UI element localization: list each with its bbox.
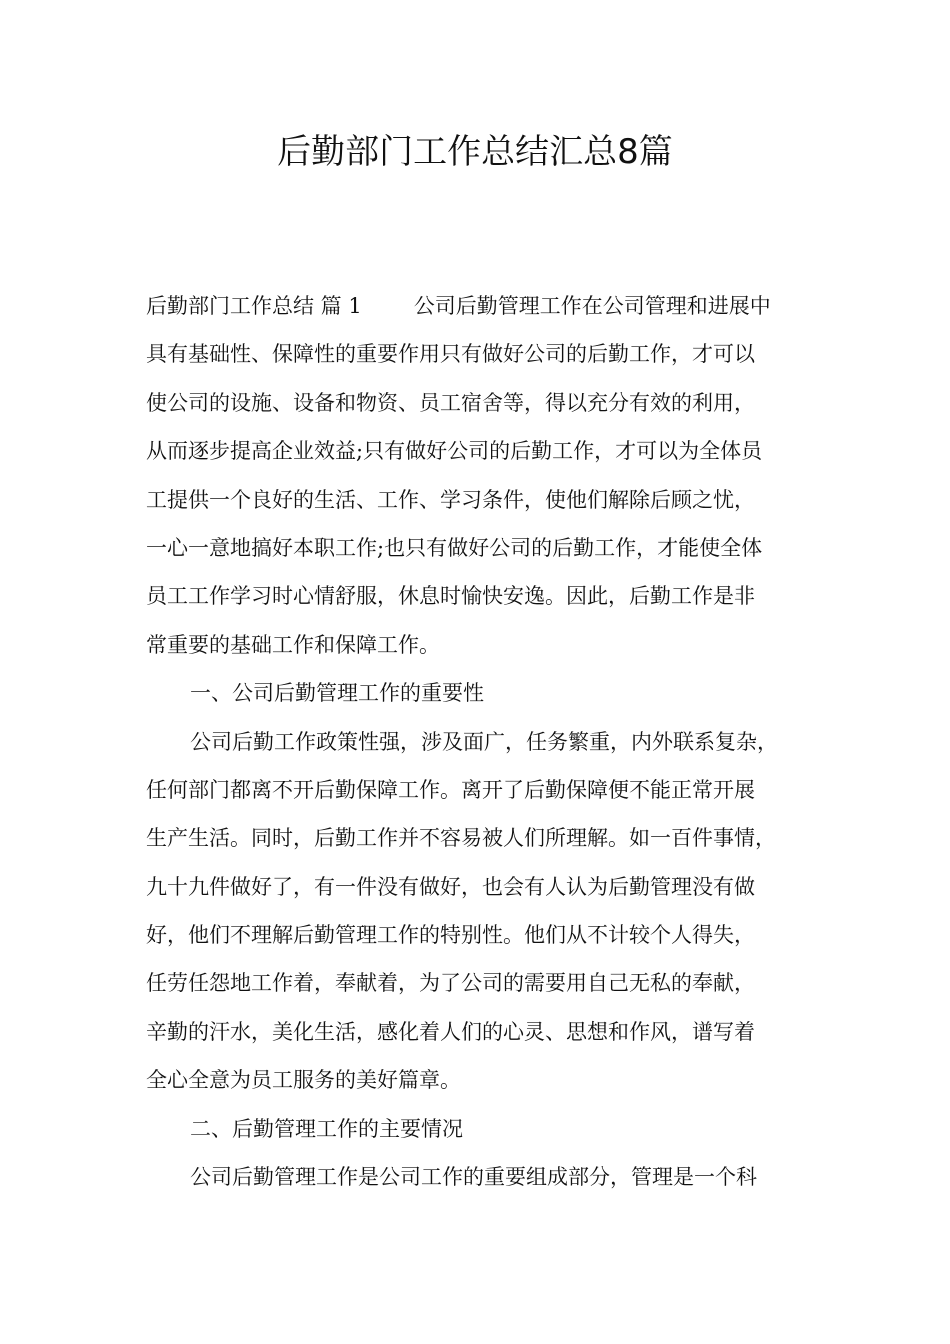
paragraph-line: 具有基础性、保障性的重要作用只有做好公司的后勤工作，才可以: [146, 342, 755, 367]
paragraph-line: 公司后勤工作政策性强，涉及面广，任务繁重，内外联系复杂，: [190, 729, 778, 754]
paragraph-line: 生产生活。同时，后勤工作并不容易被人们所理解。如一百件事情，: [146, 826, 776, 851]
paragraph-line: 工提供一个良好的生活、工作、学习条件，使他们解除后顾之忧，: [146, 487, 755, 512]
paragraph-line: 九十九件做好了，有一件没有做好，也会有人认为后勤管理没有做: [146, 874, 755, 899]
paragraph-line: 全心全意为员工服务的美好篇章。: [146, 1068, 461, 1093]
paragraph-text: 公司后勤管理工作在公司管理和进展中: [413, 294, 771, 318]
paragraph-line: 公司后勤管理工作是公司工作的重要组成部分，管理是一个科: [190, 1165, 757, 1190]
section-heading: 一、公司后勤管理工作的重要性: [190, 681, 484, 706]
paragraph-line: 辛勤的汗水，美化生活，感化着人们的心灵、思想和作风，谱写着: [146, 1019, 755, 1044]
paragraph-line: 任劳任怨地工作着，奉献着，为了公司的需要用自己无私的奉献，: [146, 971, 755, 996]
paragraph-line: 从而逐步提高企业效益;只有做好公司的后勤工作，才可以为全体员: [146, 439, 763, 464]
paragraph-line: 一心一意地搞好本职工作;也只有做好公司的后勤工作，才能使全体: [146, 535, 763, 560]
paragraph-line: 常重要的基础工作和保障工作。: [146, 632, 440, 657]
document-title: 后勤部门工作总结汇总8篇: [277, 132, 673, 172]
paragraph-line: 使公司的设施、设备和物资、员工宿舍等，得以充分有效的利用，: [146, 390, 755, 415]
document-body: [146, 282, 824, 1201]
section-heading-inline: 后勤部门工作总结 篇 1: [146, 294, 362, 318]
paragraph-line: 员工工作学习时心情舒服，休息时愉快安逸。因此，后勤工作是非: [146, 584, 755, 609]
section-heading: 二、后勤管理工作的主要情况: [190, 1116, 463, 1141]
paragraph-line: [146, 282, 824, 330]
paragraph-line: 好，他们不理解后勤管理工作的特别性。他们从不计较个人得失，: [146, 923, 755, 948]
paragraph-line: 任何部门都离不开后勤保障工作。离开了后勤保障便不能正常开展: [146, 777, 755, 802]
